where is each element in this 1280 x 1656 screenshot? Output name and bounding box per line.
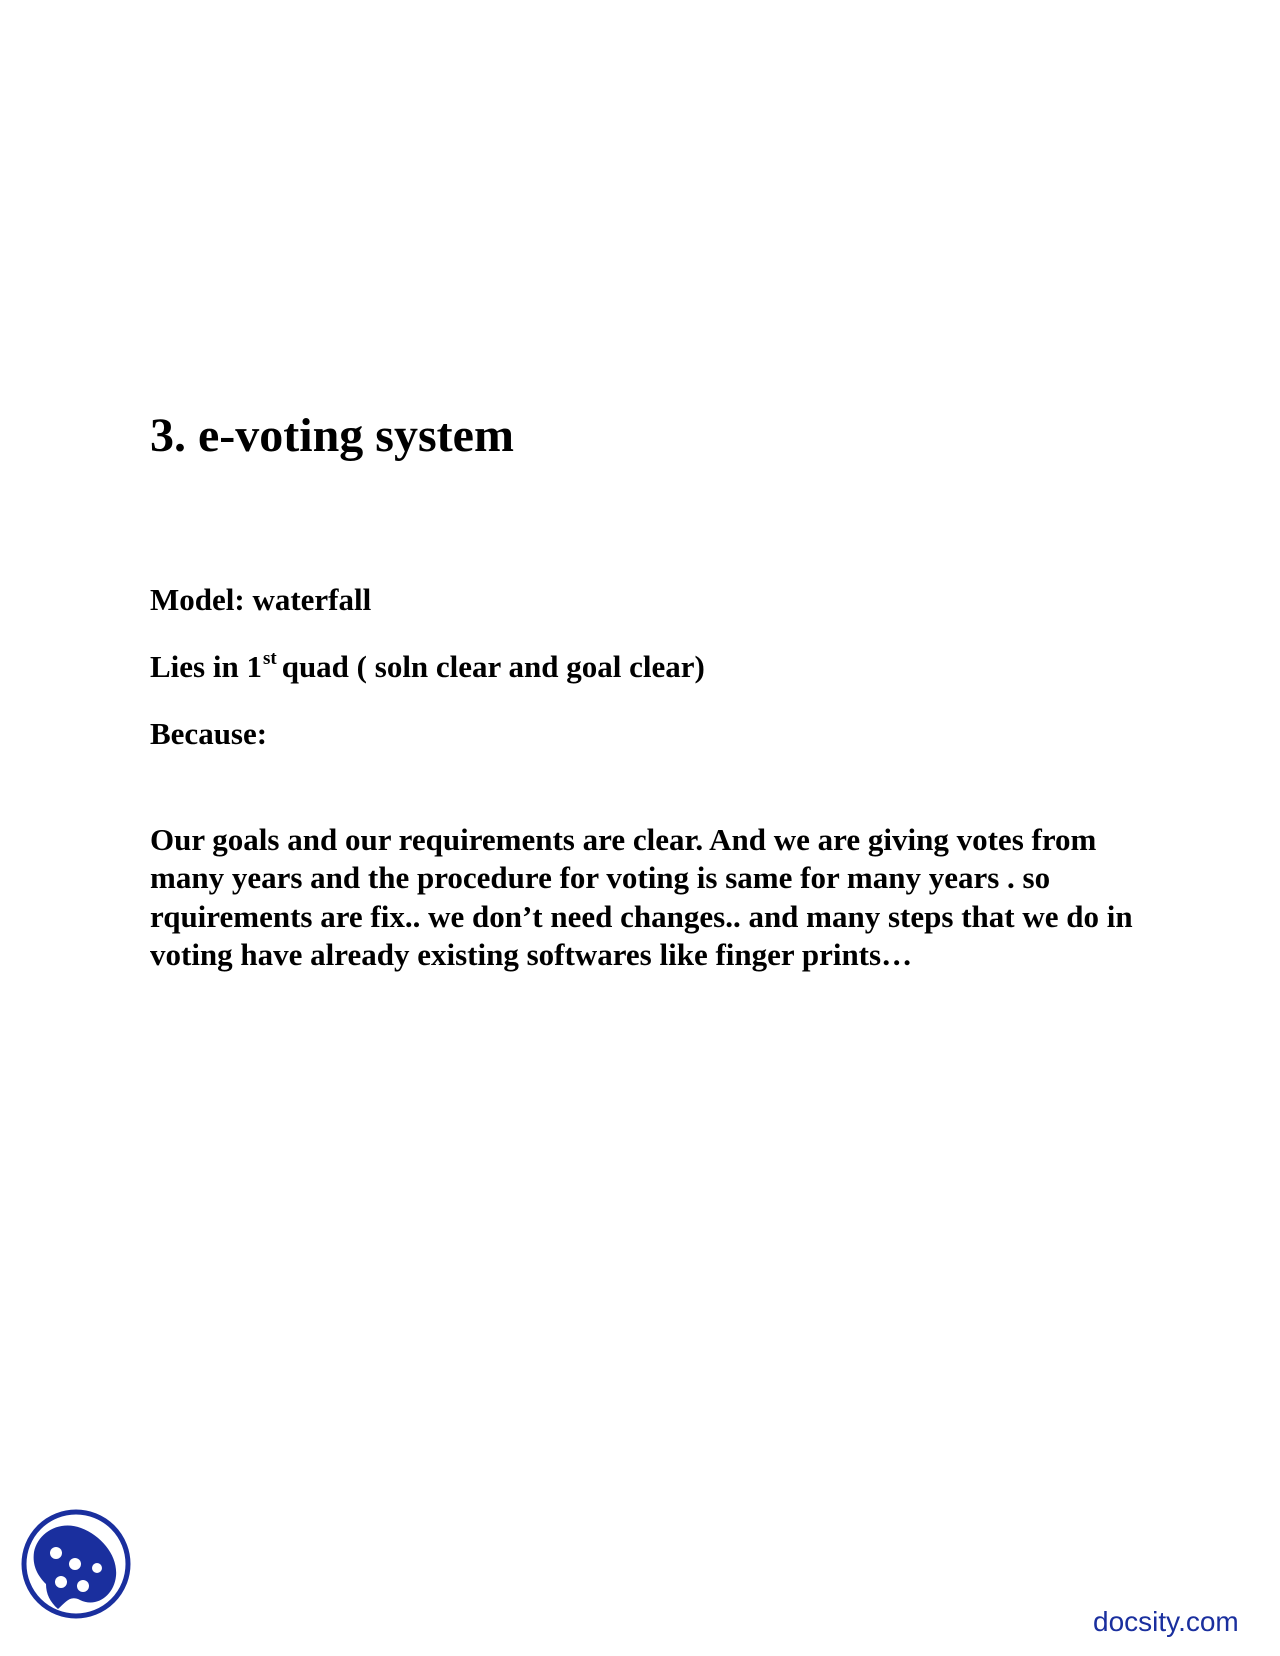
- body-paragraph: Our goals and our requirements are clear. And we are giving votes from many years and the procedure for voting is same for many years . so rquirements are fix.. we don’t need changes.. and many steps that we do in voting have already existing softwares like finger prints…: [150, 822, 1133, 973]
- docsity-logo-icon[interactable]: [20, 1508, 132, 1620]
- model-line: Model: waterfall: [150, 582, 372, 617]
- quadrant-line-suffix: quad ( soln clear and goal clear): [281, 649, 705, 684]
- quadrant-line-superscript: st: [262, 647, 277, 669]
- because-line: Because:: [150, 716, 268, 751]
- quadrant-line: [150, 648, 705, 686]
- docsity-brand-link[interactable]: docsity.com: [1093, 1606, 1239, 1637]
- quadrant-line-prefix: Lies in 1: [150, 649, 262, 684]
- docsity-logo-graphic: [20, 1508, 132, 1620]
- page-title: 3. e-voting system: [150, 409, 514, 462]
